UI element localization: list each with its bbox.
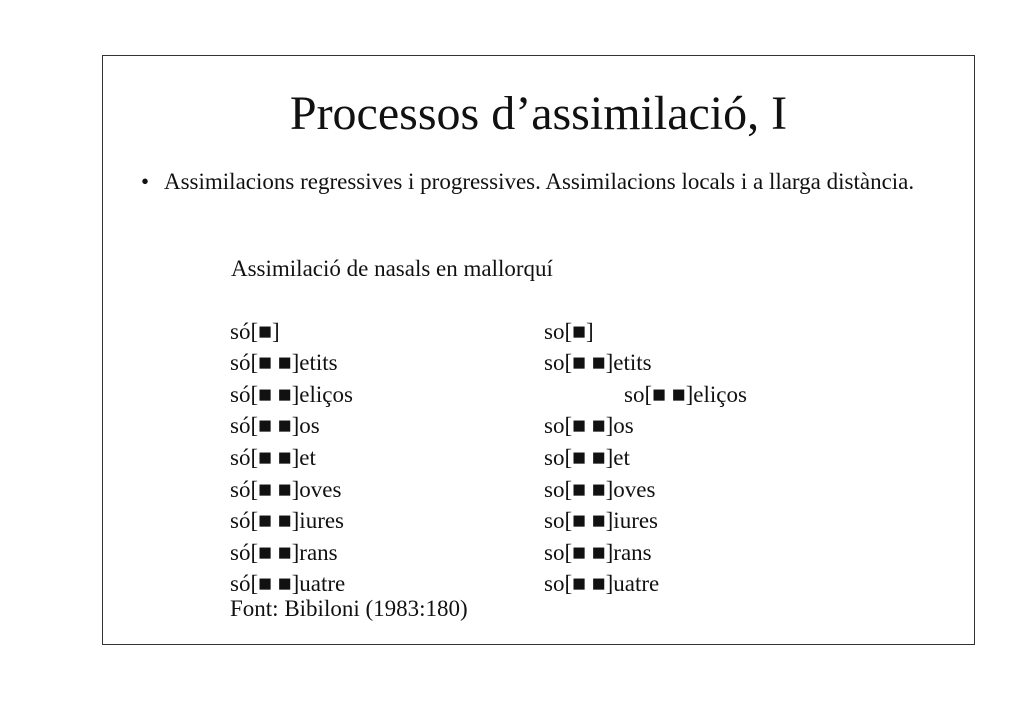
slide-title: Processos d’assimilació, I — [289, 87, 788, 140]
example-left: só[■] — [230, 319, 280, 344]
example-left: só[■ ■]etits — [230, 350, 338, 375]
bullet-icon: • — [141, 169, 150, 194]
example-left: só[■ ■]iures — [230, 508, 345, 533]
example-right: so[■ ■]eliços — [624, 382, 747, 407]
bullet-point — [141, 166, 941, 198]
example-left: só[■ ■]eliços — [230, 382, 353, 407]
example-left: só[■ ■]os — [230, 413, 320, 438]
bullet-text: Assimilacions regressives i progressives. Assimilacions locals i a llarga distància. — [164, 169, 915, 194]
example-left: só[■ ■]et — [230, 445, 316, 470]
source-citation: Font: Bibiloni (1983:180) — [230, 596, 468, 621]
example-right: so[■ ■]uatre — [544, 571, 660, 596]
example-right: so[■ ■]etits — [544, 350, 652, 375]
example-right: so[■ ■]et — [544, 445, 630, 470]
example-right: so[■ ■]os — [544, 413, 634, 438]
example-left: só[■ ■]rans — [230, 540, 338, 565]
example-right: so[■] — [544, 319, 594, 344]
example-left: só[■ ■]oves — [230, 477, 342, 502]
example-left: só[■ ■]uatre — [230, 571, 346, 596]
example-right: so[■ ■]oves — [544, 477, 656, 502]
example-right: so[■ ■]rans — [544, 540, 652, 565]
slide — [102, 55, 975, 645]
subheading: Assimilació de nasals en mallorquí — [231, 256, 553, 281]
example-right: so[■ ■]iures — [544, 508, 659, 533]
